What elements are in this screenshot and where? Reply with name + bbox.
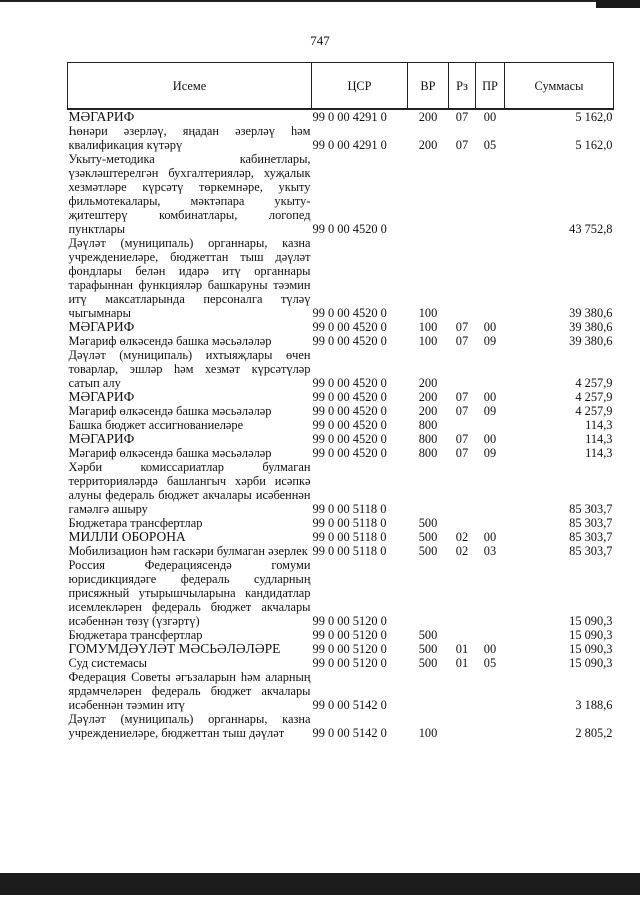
row-name: ГОМУМДӘҮЛӘТ МӘСЬӘЛӘЛӘРЕ	[68, 641, 281, 656]
row-pr	[476, 418, 505, 432]
row-vr	[408, 152, 449, 236]
row-pr: 00	[483, 642, 497, 656]
row-name: Бюджетара трансфертлар	[68, 516, 203, 530]
row-vr: 100	[418, 726, 438, 740]
row-csr: 99 0 00 4520 0	[312, 306, 387, 320]
row-csr: 99 0 00 5120 0	[312, 628, 387, 642]
row-sum: 15 090,3	[569, 614, 613, 628]
row-csr: 99 0 00 4520 0	[312, 390, 387, 404]
column-header-sum: Суммасы	[505, 63, 614, 110]
row-vr: 500	[418, 544, 438, 558]
row-csr: 99 0 00 5118 0	[312, 544, 387, 558]
row-name: МӘГАРИФ	[68, 389, 135, 404]
table-row	[68, 334, 614, 348]
row-csr: 99 0 00 5120 0	[312, 614, 387, 628]
column-header-vr: ВР	[408, 63, 449, 110]
row-sum: 15 090,3	[569, 642, 613, 656]
row-csr: 99 0 00 4520 0	[312, 334, 387, 348]
row-pr: 05	[483, 138, 497, 152]
scan-bottom-bar	[0, 873, 640, 895]
row-name: Мәгариф өлкәсендә башка мәсьәләләр	[68, 446, 272, 460]
row-vr: 200	[418, 110, 438, 124]
row-name: Дәүләт (муниципаль) ихтыяҗлары өчен товарлар, эшләр һәм хезмәт күрсәтүләр сатып алу	[68, 348, 311, 390]
row-csr: 99 0 00 4520 0	[312, 320, 387, 334]
row-name: Суд системасы	[68, 656, 147, 670]
table-row	[68, 460, 614, 516]
row-sum: 15 090,3	[569, 656, 613, 670]
row-name: Мәгариф өлкәсендә башка мәсьәләләр	[68, 334, 272, 348]
row-rz	[449, 418, 476, 432]
row-sum: 114,3	[585, 418, 613, 432]
row-rz: 07	[455, 334, 469, 348]
row-sum: 85 303,7	[569, 544, 613, 558]
row-pr: 00	[483, 432, 497, 446]
row-rz: 01	[455, 642, 469, 656]
row-csr: 99 0 00 4520 0	[312, 418, 387, 432]
table-row	[68, 124, 614, 152]
row-pr	[476, 558, 505, 628]
row-rz	[449, 670, 476, 712]
row-csr: 99 0 00 5120 0	[312, 656, 387, 670]
row-pr	[476, 670, 505, 712]
row-name: МӘГАРИФ	[68, 109, 135, 124]
row-sum: 39 380,6	[569, 320, 613, 334]
row-sum: 85 303,7	[569, 502, 613, 516]
row-pr: 09	[483, 334, 497, 348]
table-row	[68, 670, 614, 712]
table-row	[68, 152, 614, 236]
row-sum: 15 090,3	[569, 628, 613, 642]
row-pr	[476, 152, 505, 236]
table-row	[68, 516, 614, 530]
row-pr: 09	[483, 446, 497, 460]
row-pr: 05	[483, 656, 497, 670]
row-pr	[476, 348, 505, 390]
row-sum: 85 303,7	[569, 516, 613, 530]
row-name: Укыту-методика кабинетлары, үзәкләштерелгән бухгалтерияләр, хуҗалык хезмәтләре күрсәтү төркемнәре, укыту фильмотекалары, мәктәпара укыту-җитештерү комбинатлары, логопед пунктлары	[68, 152, 311, 236]
table-row	[68, 628, 614, 642]
row-vr: 200	[418, 404, 438, 418]
budget-table	[67, 62, 614, 740]
row-pr: 03	[483, 544, 497, 558]
row-name: Мобилизацион һәм гаскәри булмаган әзерлек	[68, 544, 308, 558]
row-csr: 99 0 00 4520 0	[312, 376, 387, 390]
row-pr: 00	[483, 390, 497, 404]
row-csr: 99 0 00 5118 0	[312, 516, 387, 530]
row-rz: 07	[455, 446, 469, 460]
row-vr: 500	[418, 642, 438, 656]
row-rz	[449, 516, 476, 530]
table-header-row	[68, 63, 614, 110]
row-rz: 07	[455, 390, 469, 404]
scan-corner-mark	[596, 0, 640, 8]
row-pr	[476, 516, 505, 530]
row-sum: 114,3	[585, 446, 613, 460]
row-csr: 99 0 00 5118 0	[312, 502, 387, 516]
row-name: Бюджетара трансфертлар	[68, 628, 203, 642]
row-csr: 99 0 00 5142 0	[312, 698, 387, 712]
row-pr	[476, 712, 505, 740]
row-vr: 200	[418, 376, 438, 390]
row-vr: 500	[418, 530, 438, 544]
row-sum: 5 162,0	[575, 110, 613, 124]
row-rz	[449, 348, 476, 390]
row-name: Башка бюджет ассигнованиеләре	[68, 418, 244, 432]
row-name: Мәгариф өлкәсендә башка мәсьәләләр	[68, 404, 272, 418]
row-rz	[449, 236, 476, 320]
row-vr: 500	[418, 516, 438, 530]
table-row	[68, 642, 614, 656]
row-name: Һөнәри әзерләү, яңадан әзерләү һәм квалификация күтәрү	[68, 124, 311, 152]
table-row	[68, 656, 614, 670]
row-name: МӘГАРИФ	[68, 319, 135, 334]
table-row	[68, 418, 614, 432]
row-sum: 43 752,8	[569, 222, 613, 236]
row-csr: 99 0 00 5118 0	[312, 530, 387, 544]
row-name: Хәрби комиссариатлар булмаган территорияләрдә башлангыч хәрби исәпкә алуны федераль бюджет акчалары исәбеннән гамәлгә ашыру	[68, 460, 311, 516]
row-rz: 07	[455, 110, 469, 124]
column-header-name: Исеме	[68, 63, 312, 110]
row-pr	[476, 236, 505, 320]
row-name: Федерация Советы әгъзаларын һәм аларның ярдәмчеләрен федераль бюджет акчалары исәбеннән тәэмин итү	[68, 670, 311, 712]
row-rz	[449, 628, 476, 642]
row-pr	[476, 628, 505, 642]
row-rz: 07	[455, 138, 469, 152]
row-vr: 100	[418, 320, 438, 334]
row-sum: 4 257,9	[575, 390, 613, 404]
row-rz	[449, 712, 476, 740]
row-sum: 39 380,6	[569, 306, 613, 320]
row-rz: 02	[455, 544, 469, 558]
table-row	[68, 236, 614, 320]
row-rz	[449, 558, 476, 628]
row-csr: 99 0 00 4520 0	[312, 222, 387, 236]
row-pr: 00	[483, 320, 497, 334]
row-vr: 800	[418, 418, 438, 432]
row-csr: 99 0 00 4520 0	[312, 404, 387, 418]
row-rz	[449, 152, 476, 236]
table-row	[68, 348, 614, 390]
row-pr: 00	[483, 110, 497, 124]
row-sum: 85 303,7	[569, 530, 613, 544]
row-rz: 07	[455, 404, 469, 418]
row-rz: 07	[455, 432, 469, 446]
column-header-rz: Рз	[449, 63, 476, 110]
row-name: Дәүләт (муниципаль) органнары, казна учреждениеләре, бюджеттан тыш дәүләт	[68, 712, 311, 740]
row-vr	[408, 670, 449, 712]
row-sum: 4 257,9	[575, 376, 613, 390]
table-row	[68, 109, 614, 124]
row-sum: 114,3	[585, 432, 613, 446]
row-rz: 07	[455, 320, 469, 334]
row-csr: 99 0 00 4291 0	[312, 138, 387, 152]
table-row	[68, 544, 614, 558]
row-sum: 4 257,9	[575, 404, 613, 418]
row-vr: 100	[418, 334, 438, 348]
row-vr: 100	[418, 306, 438, 320]
row-vr: 200	[418, 390, 438, 404]
row-rz	[449, 460, 476, 516]
row-pr	[476, 460, 505, 516]
row-rz: 01	[455, 656, 469, 670]
row-csr: 99 0 00 4291 0	[312, 110, 387, 124]
row-sum: 3 188,6	[575, 698, 613, 712]
row-csr: 99 0 00 5142 0	[312, 726, 387, 740]
row-pr: 00	[483, 530, 497, 544]
table-row	[68, 404, 614, 418]
row-pr: 09	[483, 404, 497, 418]
row-vr	[408, 558, 449, 628]
row-vr: 200	[418, 138, 438, 152]
table-row	[68, 390, 614, 404]
table-row	[68, 712, 614, 740]
row-name: МӘГАРИФ	[68, 431, 135, 446]
table-row	[68, 558, 614, 628]
row-name: МИЛЛИ ОБОРОНА	[68, 529, 186, 544]
row-sum: 39 380,6	[569, 334, 613, 348]
row-sum: 2 805,2	[575, 726, 613, 740]
row-vr: 500	[418, 628, 438, 642]
table-row	[68, 530, 614, 544]
row-csr: 99 0 00 5120 0	[312, 642, 387, 656]
row-csr: 99 0 00 4520 0	[312, 432, 387, 446]
row-vr: 800	[418, 446, 438, 460]
row-rz: 02	[455, 530, 469, 544]
table-row	[68, 320, 614, 334]
row-sum: 5 162,0	[575, 138, 613, 152]
table-row	[68, 446, 614, 460]
row-name: Россия Федерациясендә гомуми юрисдикциядәге федераль судларның присяжный утырышчыларына кандидатлар исемлекләрен федераль бюджет акчалары исәбеннән төзү (үзгәртү)	[68, 558, 311, 628]
top-border-line	[0, 0, 640, 2]
row-vr: 500	[418, 656, 438, 670]
row-name: Дәүләт (муниципаль) органнары, казна учреждениеләре, бюджеттан тыш дәүләт фондлары белән идарә итү органнары тарафыннан функцияләр башкаруны тәэмин итү максатларында персоналга түләү чыгымнары	[68, 236, 311, 320]
row-csr: 99 0 00 4520 0	[312, 446, 387, 460]
column-header-pr: ПР	[476, 63, 505, 110]
row-vr: 800	[418, 432, 438, 446]
row-vr	[408, 460, 449, 516]
column-header-csr: ЦСР	[312, 63, 408, 110]
table-row	[68, 432, 614, 446]
page-number: 747	[310, 33, 330, 48]
